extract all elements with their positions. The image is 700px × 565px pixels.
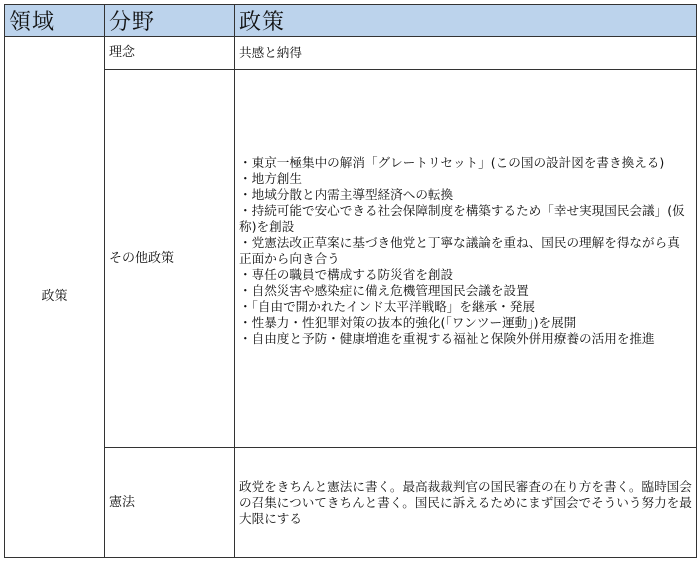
- policy-item: ・地域分散と内需主導型経済への転換: [239, 186, 454, 202]
- policy-item: ・党憲法改正草案に基づき他党と丁寧な議論を重ね、国民の理解を得ながら真正面から向き合う: [239, 234, 680, 266]
- field-philosophy: 理念: [105, 37, 235, 70]
- content-philosophy: 共感と納得: [235, 37, 697, 70]
- content-constitution: 政党をきちんと憲法に書く。最高裁裁判官の国民審査の在り方を書く。臨時国会の召集についてきちんと書く。国民に訴えるためにまず国会でそういう努力を最大限にする: [235, 448, 697, 558]
- content-other-policies: [235, 70, 697, 448]
- policy-item: ・自然災害や感染症に備え危機管理国民会議を設置: [239, 282, 529, 298]
- header-domain: 領域: [5, 5, 105, 37]
- table-row-other-policies: [5, 70, 697, 448]
- blank-line: [239, 347, 692, 363]
- policy-item: ・性暴力・性犯罪対策の抜本的強化(「ワンツー運動」)を展開: [239, 314, 577, 330]
- domain-cell: 政策: [5, 37, 105, 558]
- table-row-philosophy: [5, 37, 697, 70]
- policy-item: ・持続可能で安心できる社会保障制度を構築するため「幸せ実現国民会議」(仮称)を創設: [239, 202, 685, 234]
- table-row-constitution: [5, 448, 697, 558]
- policy-item: ・地方創生: [239, 170, 302, 186]
- policy-item: ・専任の職員で構成する防災省を創設: [239, 266, 454, 282]
- policy-item: ・東京一極集中の解消「グレートリセット」(この国の設計図を書き換える): [239, 154, 665, 170]
- policy-table: [4, 4, 697, 558]
- header-row: [5, 5, 697, 37]
- header-policy: 政策: [235, 5, 697, 37]
- header-field: 分野: [105, 5, 235, 37]
- policy-item: ・「自由で開かれたインド太平洋戦略」を継承・発展: [239, 298, 535, 314]
- policy-item: ・自由度と予防・健康増進を重視する福祉と保険外併用療養の活用を推進: [239, 330, 655, 346]
- field-constitution: 憲法: [105, 448, 235, 558]
- field-other-policies: その他政策: [105, 70, 235, 448]
